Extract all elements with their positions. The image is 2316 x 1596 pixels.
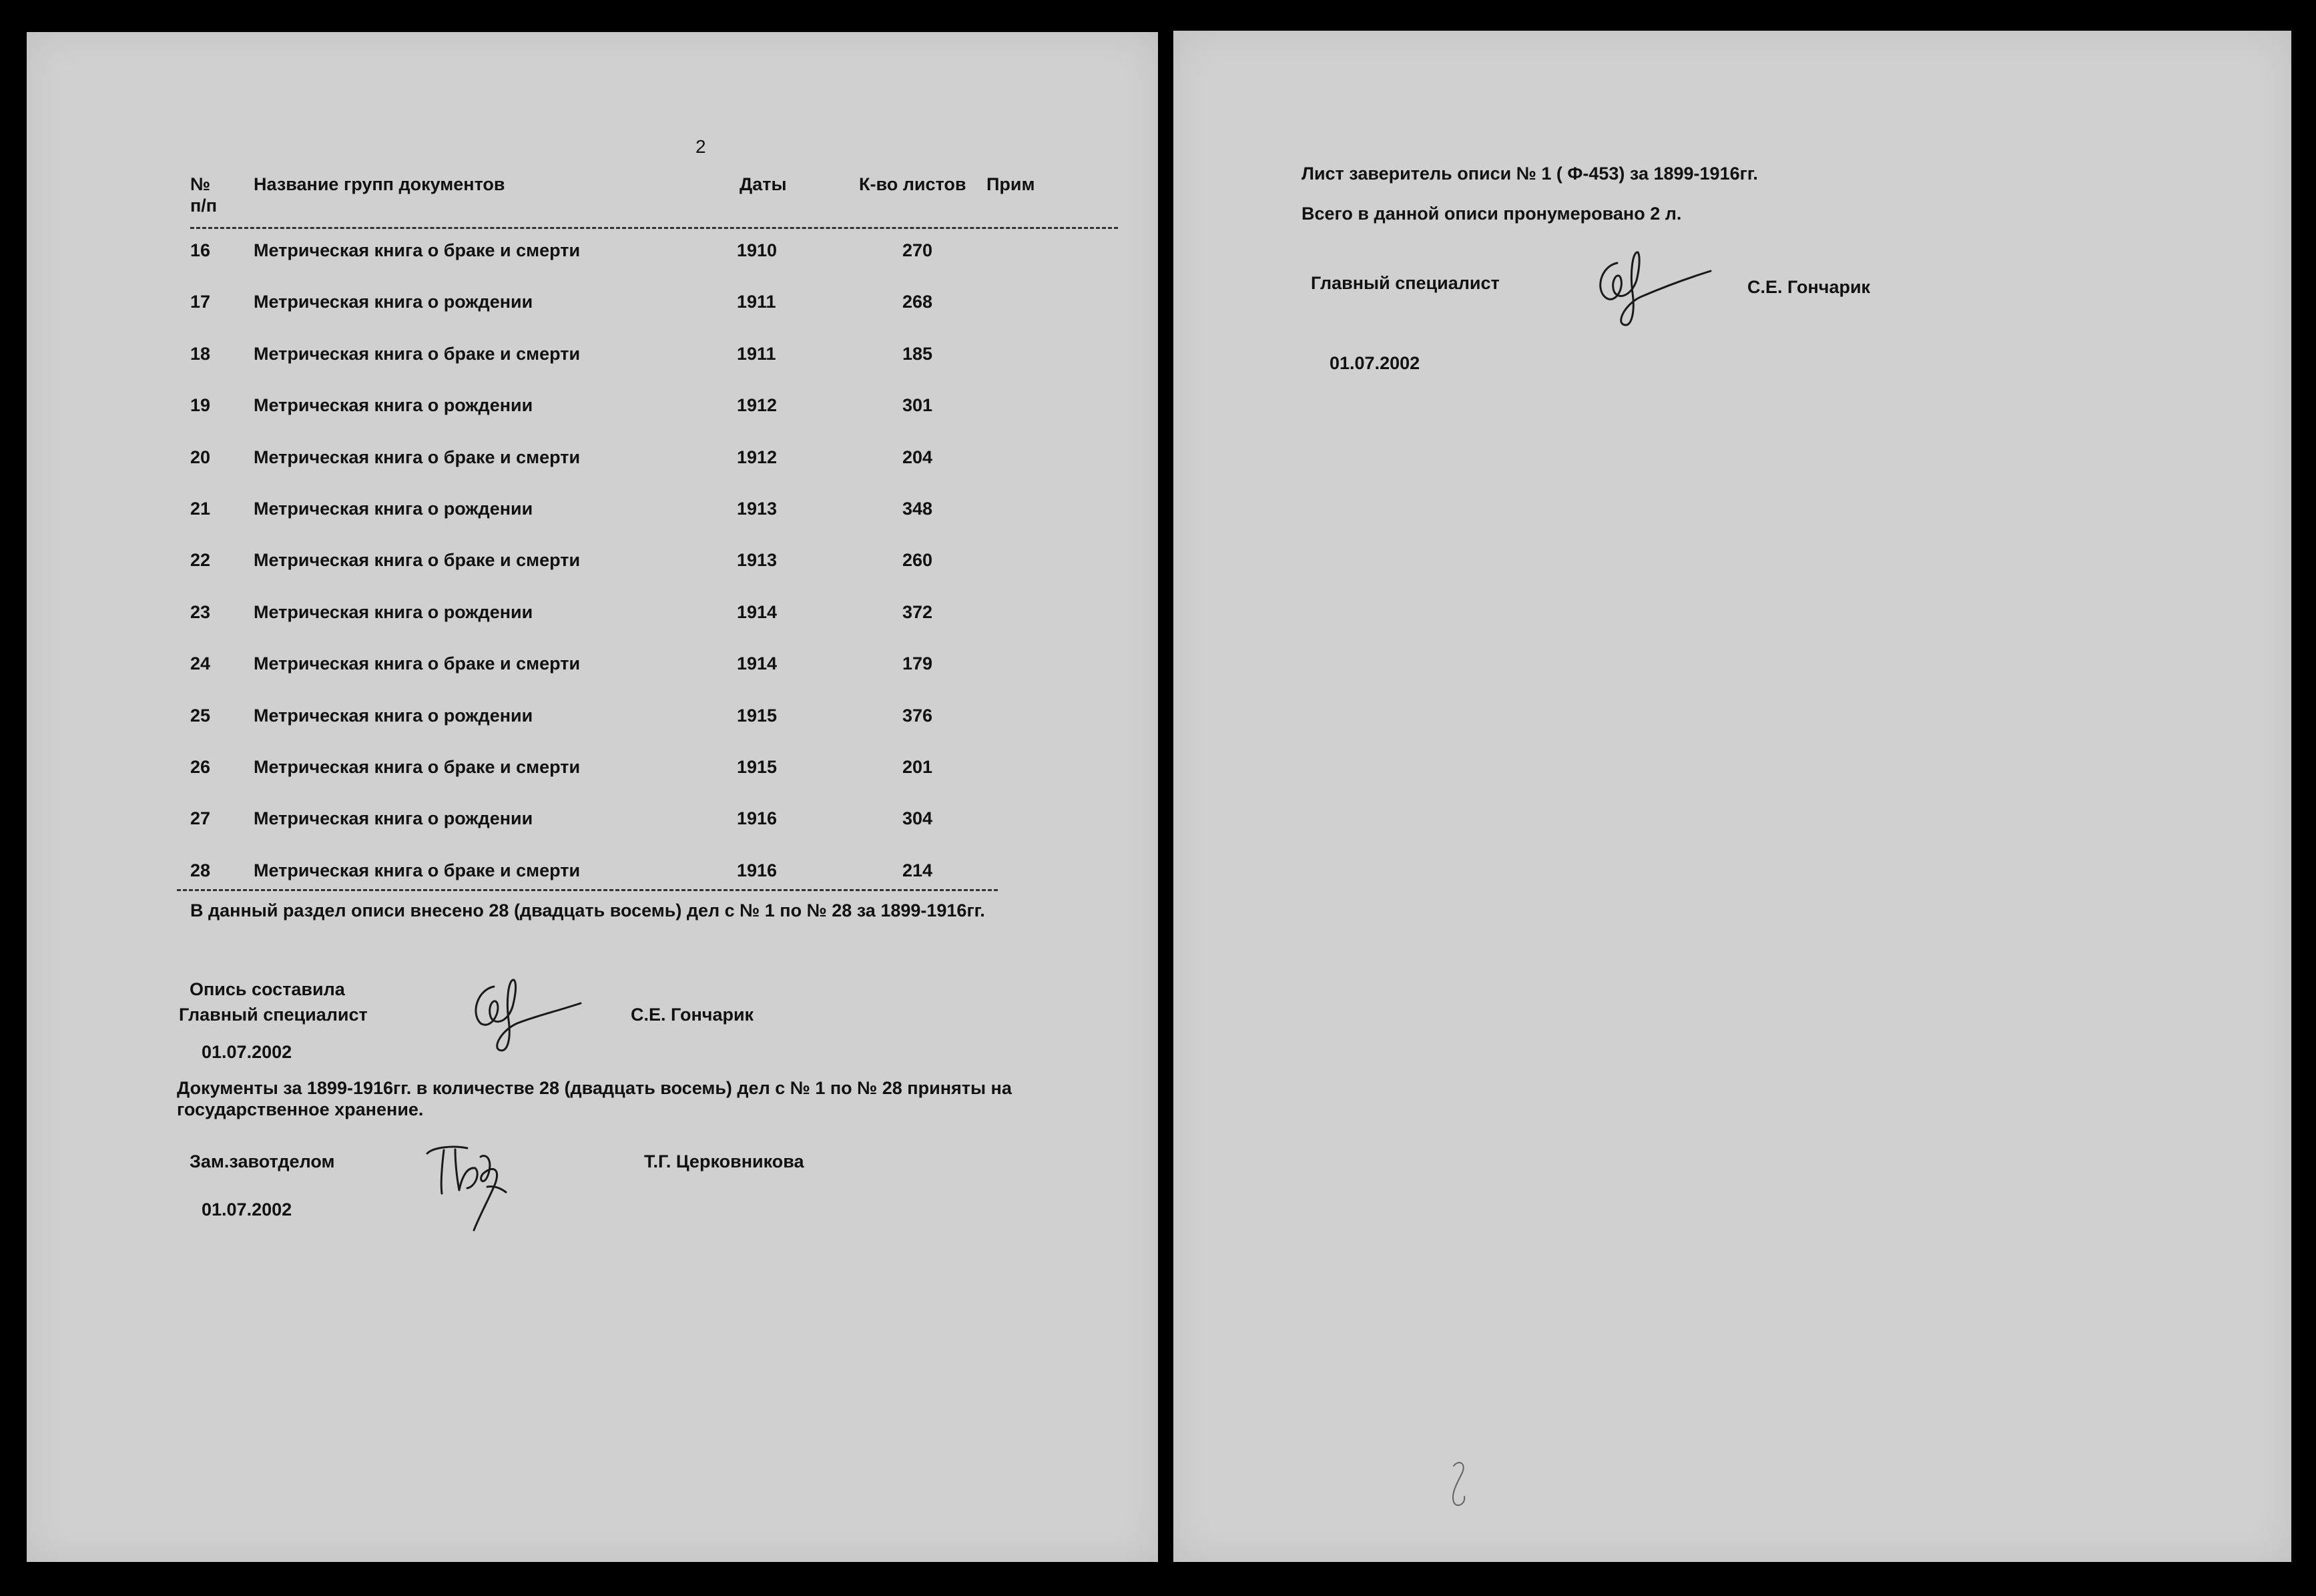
table-row <box>27 859 1158 882</box>
row-document-name: Метрическая книга о рождении <box>254 808 533 828</box>
row-document-name: Метрическая книга о рождении <box>254 292 533 312</box>
row-document-name: Метрическая книга о браке и смерти <box>254 447 581 467</box>
row-sheet-count: 372 <box>902 602 933 622</box>
row-document-name: Метрическая книга о браке и смерти <box>254 550 581 570</box>
deputy-signature <box>414 1127 534 1240</box>
row-number: 20 <box>190 447 211 467</box>
row-date: 1912 <box>737 395 778 415</box>
compiled-by-label: Опись составила <box>190 979 345 999</box>
row-number: 24 <box>190 653 211 674</box>
table-bottom-divider <box>177 889 998 891</box>
deputy-name: Т.Г. Церковникова <box>644 1151 804 1171</box>
row-number: 23 <box>190 602 211 622</box>
table-row <box>27 446 1158 469</box>
row-date: 1910 <box>737 240 778 260</box>
compiler-title: Главный специалист <box>179 1005 368 1025</box>
table-row <box>27 756 1158 778</box>
compiled-date: 01.07.2002 <box>202 1042 292 1062</box>
row-document-name: Метрическая книга о рождении <box>254 602 533 622</box>
header-note: Прим <box>986 174 1035 194</box>
table-row <box>27 497 1158 520</box>
specialist-name: С.Е. Гончарик <box>1747 277 1871 297</box>
certification-title: Лист заверитель описи № 1 ( Ф-453) за 1899-1916гг. <box>1301 164 1758 184</box>
row-number: 28 <box>190 860 211 880</box>
row-sheet-count: 201 <box>902 757 933 777</box>
table-row <box>27 290 1158 313</box>
row-document-name: Метрическая книга о браке и смерти <box>254 653 581 674</box>
table-row <box>27 652 1158 675</box>
row-number: 21 <box>190 499 211 519</box>
row-document-name: Метрическая книга о браке и смерти <box>254 240 581 260</box>
header-dates: Даты <box>740 174 787 194</box>
row-sheet-count: 204 <box>902 447 933 467</box>
header-sheets: К-во листов <box>859 174 966 194</box>
row-document-name: Метрическая книга о рождении <box>254 499 533 519</box>
row-date: 1915 <box>737 757 778 777</box>
row-number: 16 <box>190 240 211 260</box>
row-sheet-count: 376 <box>902 706 933 726</box>
acceptance-text-line2: государственное хранение. <box>177 1099 424 1119</box>
row-document-name: Метрическая книга о браке и смерти <box>254 860 581 880</box>
table-row <box>27 342 1158 365</box>
row-date: 1915 <box>737 706 778 726</box>
table-row <box>27 807 1158 830</box>
header-no: № п/п <box>190 174 218 216</box>
row-sheet-count: 179 <box>902 653 933 674</box>
row-sheet-count: 270 <box>902 240 933 260</box>
row-number: 22 <box>190 550 211 570</box>
table-row <box>27 549 1158 571</box>
table-row <box>27 394 1158 417</box>
row-number: 17 <box>190 292 211 312</box>
row-sheet-count: 185 <box>902 344 933 364</box>
row-document-name: Метрическая книга о браке и смерти <box>254 757 581 777</box>
row-document-name: Метрическая книга о рождении <box>254 706 533 726</box>
right-page <box>1173 31 2291 1562</box>
row-date: 1913 <box>737 550 778 570</box>
left-page <box>27 32 1158 1562</box>
deputy-date: 01.07.2002 <box>202 1200 292 1220</box>
header-divider <box>190 227 1118 229</box>
acceptance-text-line1: Документы за 1899-1916гг. в количестве 28 (двадцать восемь) дел с № 1 по № 28 приняты на <box>177 1078 1012 1098</box>
row-number: 18 <box>190 344 211 364</box>
row-date: 1914 <box>737 602 778 622</box>
page-number: 2 <box>695 136 706 157</box>
total-text: Всего в данной описи пронумеровано 2 л. <box>1301 204 1682 224</box>
row-sheet-count: 348 <box>902 499 933 519</box>
row-sheet-count: 301 <box>902 395 933 415</box>
row-date: 1916 <box>737 808 778 828</box>
row-document-name: Метрическая книга о рождении <box>254 395 533 415</box>
row-date: 1911 <box>737 344 776 364</box>
row-number: 26 <box>190 757 211 777</box>
row-number: 19 <box>190 395 211 415</box>
row-document-name: Метрическая книга о браке и смерти <box>254 344 581 364</box>
row-date: 1911 <box>737 292 776 312</box>
row-date: 1914 <box>737 653 778 674</box>
row-sheet-count: 304 <box>902 808 933 828</box>
compiler-signature <box>461 967 594 1060</box>
row-number: 25 <box>190 706 211 726</box>
table-row <box>27 601 1158 623</box>
row-sheet-count: 214 <box>902 860 933 880</box>
table-row <box>27 704 1158 727</box>
table-row <box>27 239 1158 262</box>
compiler-name: С.Е. Гончарик <box>631 1005 754 1025</box>
row-sheet-count: 260 <box>902 550 933 570</box>
row-date: 1912 <box>737 447 778 467</box>
specialist-title: Главный специалист <box>1311 273 1500 293</box>
summary-text: В данный раздел описи внесено 28 (двадцать восемь) дел с № 1 по № 28 за 1899-1916гг. <box>190 900 985 920</box>
row-number: 27 <box>190 808 211 828</box>
certification-date: 01.07.2002 <box>1330 353 1420 373</box>
header-name: Название групп документов <box>254 174 505 194</box>
specialist-signature <box>1580 236 1714 336</box>
row-date: 1913 <box>737 499 778 519</box>
row-date: 1916 <box>737 860 778 880</box>
pencil-mark <box>1439 1452 1479 1513</box>
deputy-title: Зам.завотделом <box>190 1151 335 1171</box>
row-sheet-count: 268 <box>902 292 933 312</box>
